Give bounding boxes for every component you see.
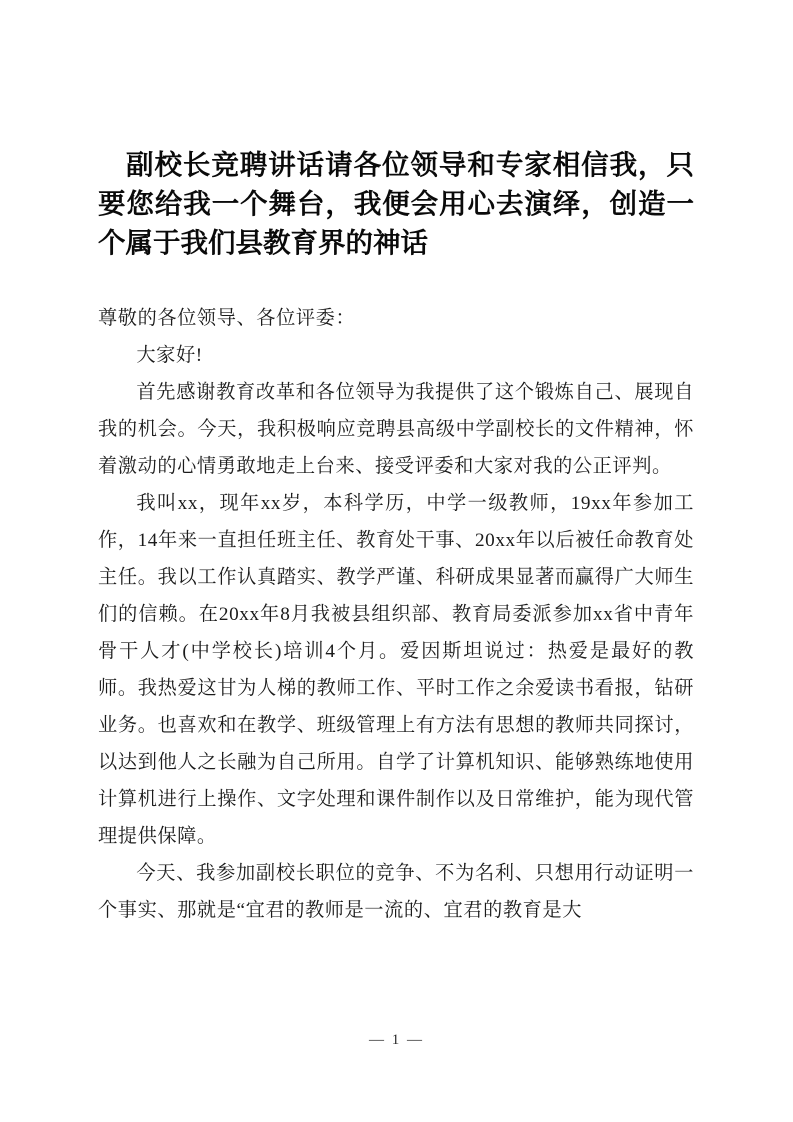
document-body <box>98 0 694 929</box>
paragraph-self-introduction: 我叫xx，现年xx岁，本科学历，中学一级教师，19xx年参加工作，14年来一直担任班主任、教育处干事、20xx年以后被任命教育处主任。我以工作认真踏实、教学严谨、科研成果显著而赢得广大师生们的信赖。在20xx年8月我被县组织部、教育局委派参加xx省中青年骨干人才(中学校长)培训4个月。爱因斯坦说过：热爱是最好的教师。我热爱这甘为人梯的教师工作、平时工作之余爱读书看报，钻研业务。也喜欢和在教学、班级管理上有方法有思想的教师共同探讨，以达到他人之长融为自己所用。自学了计算机知识、能够熟练地使用计算机进行上操作、文字处理和课件制作以及日常维护，能为现代管理提供保障。 <box>98 493 694 847</box>
page-number-footer: — 1 — <box>369 1032 424 1048</box>
paragraph-salutation: 尊敬的各位领导、各位评委： <box>98 308 356 329</box>
paragraph-thanks: 首先感谢教育改革和各位领导为我提供了这个锻炼自己、展现自我的机会。今天，我积极响应竞聘县高级中学副校长的文件精神，怀着激动的心情勇敢地走上台来、接受评委和大家对我的公正评判。 <box>98 382 694 477</box>
paragraph-greeting: 大家好! <box>136 345 203 366</box>
paragraph-motivation: 今天、我参加副校长职位的竞争、不为名利、只想用行动证明一个事实、那就是“宜君的教师是一流的、宜君的教育是大 <box>98 863 694 921</box>
page-title: 副校长竞聘讲话请各位领导和专家相信我，只要您给我一个舞台，我便会用心去演绎，创造一个属于我们县教育界的神话 <box>98 149 694 258</box>
